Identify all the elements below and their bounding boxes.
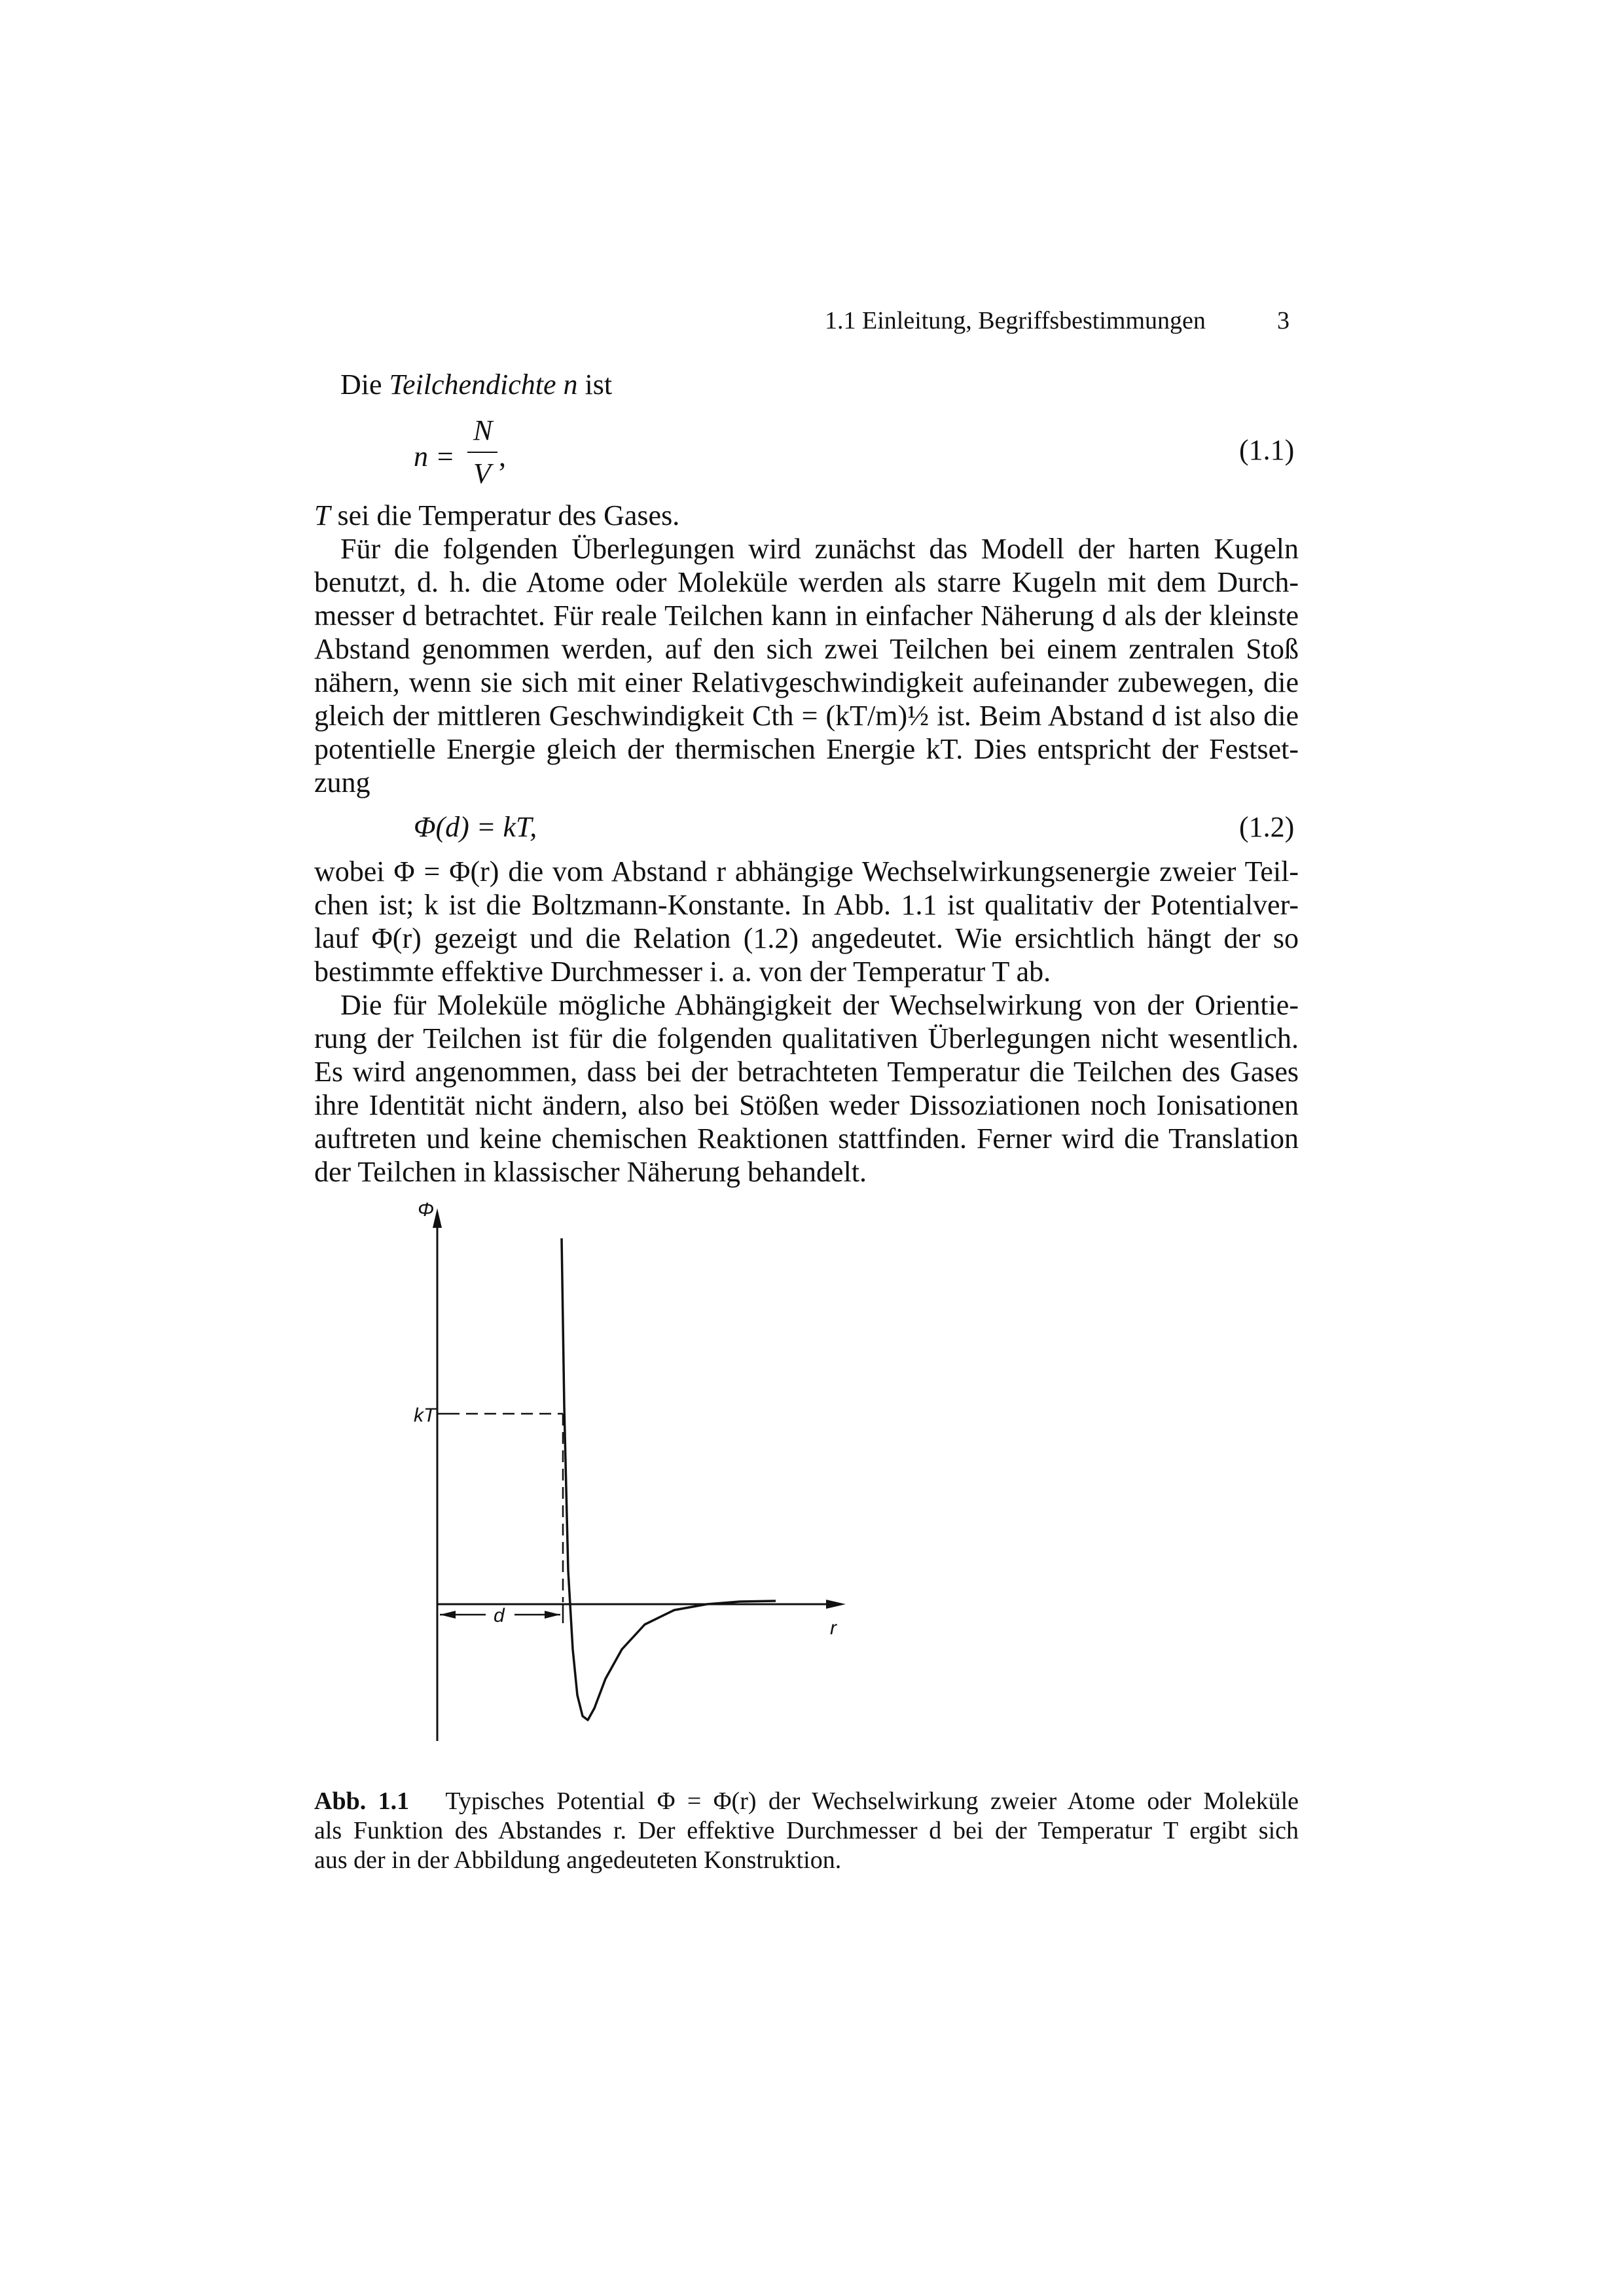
eq2-number: (1.2)	[1239, 811, 1295, 843]
para2-line: messer d betrachtet. Für reale Teilchen kann in einfacher Näherung d als der kleinste	[314, 600, 1299, 632]
x-axis-arrow-icon	[826, 1600, 846, 1609]
para4-line: der Teilchen in klassischer Näherung behandelt.	[314, 1156, 867, 1188]
caption-line: als Funktion des Abstandes r. Der effektive Durchmesser d bei der Temperatur T ergibt sich	[314, 1817, 1299, 1844]
running-head: 1.1 Einleitung, Begriffsbestimmungen	[825, 307, 1206, 334]
x-axis-label: r	[830, 1617, 837, 1639]
eq1-denominator: V	[473, 457, 491, 490]
page-number: 3	[1277, 307, 1290, 334]
d-arrowhead-left-icon	[440, 1611, 456, 1619]
para4-line: ihre Identität nicht ändern, also bei Stößen weder Dissoziationen noch Ionisationen	[314, 1089, 1299, 1121]
caption-line	[314, 1787, 1299, 1816]
eq1-lhs: n =	[414, 440, 455, 473]
para4-line: rung der Teilchen ist für die folgenden qualitativen Überlegungen nicht wesentlich.	[314, 1022, 1299, 1054]
para2-line: nähern, wenn sie sich mit einer Relativgeschwindigkeit aufeinander zubewegen, die	[314, 666, 1299, 698]
para2-line: potentielle Energie gleich der thermischen Energie kT. Dies entspricht der Festset-	[314, 733, 1299, 765]
para4-line: auftreten und keine chemischen Reaktionen stattfinden. Ferner wird die Translation	[314, 1122, 1299, 1155]
para2-line: benutzt, d. h. die Atome oder Moleküle werden als starre Kugeln mit dem Durch-	[314, 566, 1299, 598]
intro-tail: ist	[577, 368, 613, 401]
d-label: d	[494, 1605, 505, 1626]
y-axis-label: Φ	[418, 1199, 435, 1221]
para4-line: Die für Moleküle mögliche Abhängigkeit der Wechselwirkung von der Orientie-	[340, 989, 1299, 1021]
para1-text: sei die Temperatur des Gases.	[330, 499, 680, 531]
d-arrowhead-right-icon	[545, 1611, 560, 1619]
intro-lead: Die	[340, 368, 389, 401]
caption-line: aus der in der Abbildung angedeuteten Konstruktion.	[314, 1846, 842, 1874]
eq2-text: Φ(d) = kT,	[414, 811, 537, 843]
potential-curve	[562, 1238, 776, 1720]
caption-text: Typisches Potential Φ = Φ(r) der Wechselwirkung zweier Atome oder Moleküle	[445, 1787, 1299, 1815]
kT-label: kT	[414, 1405, 436, 1426]
para3-line: bestimmte effektive Durchmesser i. a. von der Temperatur T ab.	[314, 956, 1051, 988]
intro-var: n	[563, 368, 578, 401]
para2-line: Abstand genommen werden, auf den sich zwei Teilchen bei einem zentralen Stoß	[314, 633, 1299, 665]
intro-term: Teilchendichte	[389, 368, 556, 401]
eq1-numerator: N	[473, 414, 493, 446]
para2-line: Für die folgenden Überlegungen wird zunächst das Modell der harten Kugeln	[340, 533, 1299, 565]
eq1-number: (1.1)	[1239, 434, 1295, 466]
para3-line: wobei Φ = Φ(r) die vom Abstand r abhängige Wechselwirkungsenergie zweier Teil-	[314, 855, 1299, 888]
para2-line: gleich der mittleren Geschwindigkeit Cth = (kT/m)½ ist. Beim Abstand d ist also die	[314, 700, 1299, 732]
caption-label: Abb. 1.1	[314, 1787, 410, 1815]
figure-caption	[314, 1787, 1299, 1878]
para3-line: lauf Φ(r) gezeigt und die Relation (1.2) angedeutet. Wie ersichtlich hängt der so	[314, 922, 1299, 954]
para4-line: Es wird angenommen, dass bei der betrachteten Temperatur die Teilchen des Gases	[314, 1056, 1299, 1088]
para1-var: T	[314, 499, 331, 531]
para2-line: zung	[314, 766, 370, 798]
eq1-comma: ,	[499, 440, 506, 473]
para3-line: chen ist; k ist die Boltzmann-Konstante. In Abb. 1.1 ist qualitativ der Potentialver-	[314, 889, 1299, 921]
